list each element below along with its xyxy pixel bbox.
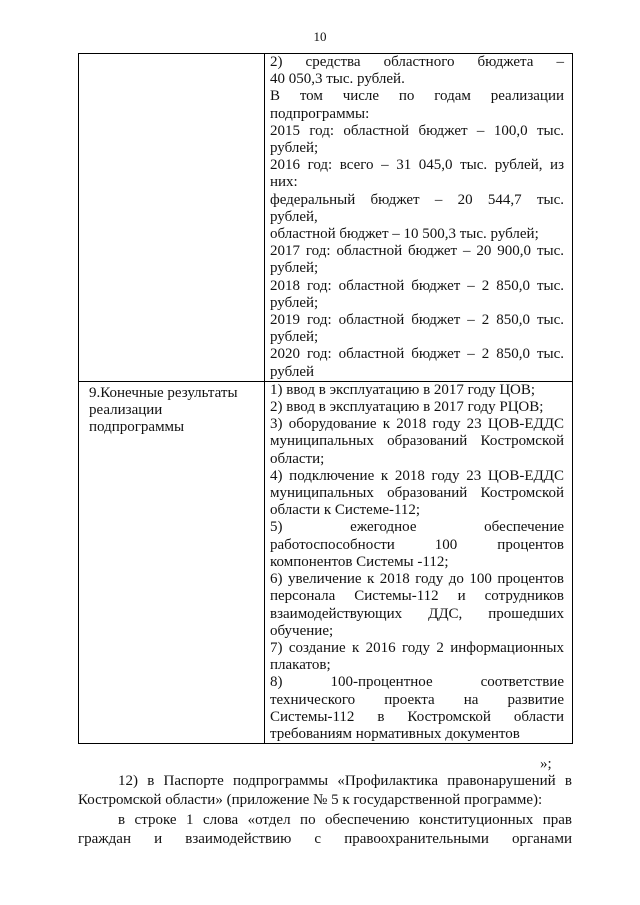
funding-line: 2017 год: областной бюджет – 20 900,0 тыс. bbox=[270, 243, 564, 260]
funding-line: 2015 год: областной бюджет – 100,0 тыс. bbox=[270, 122, 564, 139]
result-line: 3) оборудование к 2018 году 23 ЦОВ-ЕДДС bbox=[270, 416, 564, 433]
funding-line: 2018 год: областной бюджет – 2 850,0 тыс. bbox=[270, 277, 564, 294]
funding-line: 2) средства областного бюджета – bbox=[270, 54, 564, 70]
result-line: работоспособности 100 процентов bbox=[270, 536, 564, 553]
result-line: 8) 100-процентное соответствие bbox=[270, 674, 564, 691]
funding-line: 40 050,3 тыс. рублей. bbox=[270, 71, 405, 88]
result-line: 4) подключение к 2018 году 23 ЦОВ-ЕДДС bbox=[270, 467, 564, 484]
closing-quote: »; bbox=[540, 756, 552, 772]
funding-line: рублей; bbox=[270, 329, 319, 346]
funding-line: рублей; bbox=[270, 260, 319, 277]
funding-line: федеральный бюджет – 20 544,7 тыс. bbox=[270, 191, 564, 208]
result-line: Системы-112 в Костромской области bbox=[270, 708, 564, 725]
result-line: области; bbox=[270, 450, 325, 467]
funding-line: областной бюджет – 10 500,3 тыс. рублей; bbox=[270, 226, 539, 243]
funding-line: рублей; bbox=[270, 140, 319, 157]
results-details-cell bbox=[265, 381, 573, 743]
result-line: плакатов; bbox=[270, 657, 331, 674]
page-number: 10 bbox=[313, 29, 327, 44]
result-line: технического проекта на развитие bbox=[270, 691, 564, 708]
result-line: обучение; bbox=[270, 622, 334, 639]
result-line: 7) создание к 2016 году 2 информационных bbox=[270, 639, 564, 656]
paragraph-continuation: граждан и взаимодействию с правоохранительными органами bbox=[78, 831, 572, 847]
row-label-funding bbox=[79, 54, 265, 382]
funding-line: них: bbox=[270, 174, 298, 191]
funding-line: В том числе по годам реализации bbox=[270, 88, 564, 105]
funding-line: рублей; bbox=[270, 294, 319, 311]
funding-line: рублей bbox=[270, 363, 315, 380]
result-line: компонентов Системы -112; bbox=[270, 553, 449, 570]
funding-line: рублей, bbox=[270, 208, 318, 225]
paragraph-amendment-12: 12) в Паспорте подпрограммы «Профилактика правонарушений в Костромской области» (приложение № 5 к государственной программе): bbox=[78, 773, 572, 808]
result-line: 5) ежегодное обеспечение bbox=[270, 519, 564, 536]
funding-details-cell bbox=[265, 54, 573, 382]
result-line: 6) увеличение к 2018 году до 100 процентов bbox=[270, 571, 564, 588]
result-line: муниципальных образований Костромской bbox=[270, 485, 564, 502]
result-line: 1) ввод в эксплуатацию в 2017 году ЦОВ; bbox=[270, 381, 536, 398]
result-line: взаимодействующих ДДС, прошедших bbox=[270, 605, 564, 622]
funding-line: 2019 год: областной бюджет – 2 850,0 тыс. bbox=[270, 312, 564, 329]
funding-line: 2020 год: областной бюджет – 2 850,0 тыс. bbox=[270, 346, 564, 363]
result-line: 2) ввод в эксплуатацию в 2017 году РЦОВ; bbox=[270, 399, 544, 416]
table-row-results bbox=[79, 381, 573, 743]
result-line: области к Системе-112; bbox=[270, 502, 421, 519]
results-label: 9.Конечные результаты реализации подпрограммы bbox=[89, 384, 238, 436]
funding-line: 2016 год: всего – 31 045,0 тыс. рублей, из bbox=[270, 157, 564, 174]
paragraph-row-1-words: в строке 1 слова «отдел по обеспечению конституционных прав bbox=[118, 812, 572, 828]
table-row-funding bbox=[79, 54, 573, 382]
row-label-results bbox=[79, 381, 265, 743]
result-line: муниципальных образований Костромской bbox=[270, 433, 564, 450]
passport-table bbox=[78, 53, 573, 744]
result-line: требованиям нормативных документов bbox=[270, 725, 520, 742]
result-line: персонала Системы-112 и сотрудников bbox=[270, 588, 564, 605]
funding-line: подпрограммы: bbox=[270, 105, 370, 122]
